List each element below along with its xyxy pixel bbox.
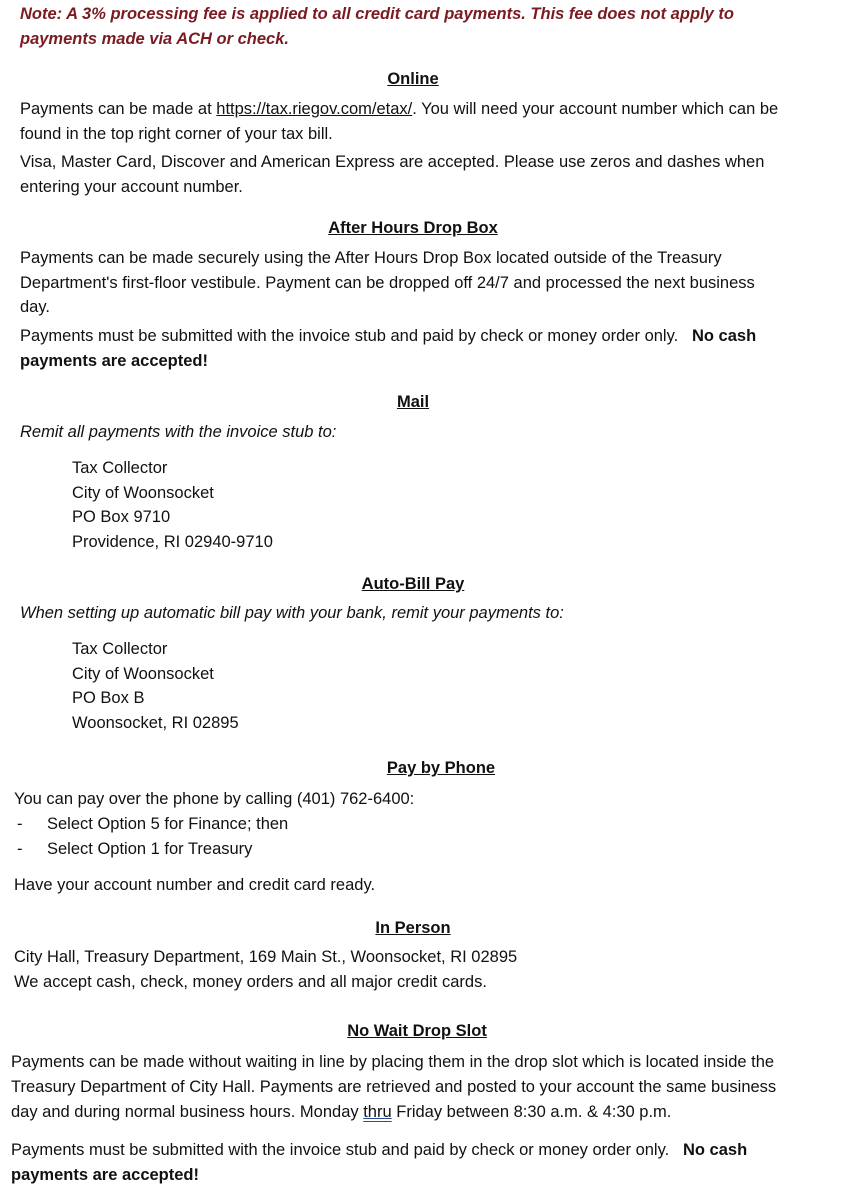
auto-bill-intro: When setting up automatic bill pay with your bank, remit your payments to: — [20, 604, 564, 622]
online-text-post: . You will need your account number which can be — [412, 100, 779, 118]
mail-address-line-3: PO Box 9710 — [72, 508, 171, 526]
auto-bill-address-line-2: City of Woonsocket — [72, 665, 214, 683]
bullet-dash: - — [17, 840, 23, 858]
drop-box-heading: After Hours Drop Box — [328, 219, 498, 237]
phone-option-2 — [17, 840, 252, 859]
drop-slot-paragraph-2-line-2: payments are accepted! — [11, 1166, 200, 1184]
fee-note-line-2: payments made via ACH or check. — [20, 30, 289, 48]
drop-box-paragraph-2-line-2: payments are accepted! — [20, 352, 209, 370]
drop-box-no-cash-warning: No cash — [691, 327, 757, 345]
phone-option-2-text: Select Option 1 for Treasury — [47, 840, 253, 858]
auto-bill-address-line-3: PO Box B — [72, 689, 145, 707]
mail-intro: Remit all payments with the invoice stub to: — [20, 423, 337, 441]
auto-bill-address-line-1: Tax Collector — [72, 640, 168, 658]
in-person-address: City Hall, Treasury Department, 169 Main St., Woonsocket, RI 02895 — [14, 948, 518, 966]
drop-box-paragraph-2-line-1 — [20, 327, 756, 346]
online-paragraph-2-line-2: entering your account number. — [20, 178, 243, 196]
drop-box-paragraph-1-line-2: Department's first-floor vestibule. Payment can be dropped off 24/7 and processed the next business — [20, 274, 755, 292]
fee-note-line-1: Note: A 3% processing fee is applied to all credit card payments. This fee does not apply to — [20, 5, 734, 23]
drop-slot-no-cash-warning: No cash — [682, 1141, 748, 1159]
phone-heading: Pay by Phone — [386, 759, 496, 777]
drop-box-paragraph-1-line-3: day. — [20, 298, 50, 316]
online-heading: Online — [387, 70, 439, 88]
drop-slot-hours-pre: day and during normal business hours. Monday — [11, 1103, 364, 1121]
mail-address-line-1: Tax Collector — [72, 459, 168, 477]
etax-link[interactable]: https://tax.riegov.com/etax/ — [216, 100, 413, 118]
auto-bill-heading: Auto-Bill Pay — [361, 575, 465, 593]
drop-slot-paragraph-2-line-1 — [11, 1141, 747, 1160]
online-paragraph-2-line-1: Visa, Master Card, Discover and American Express are accepted. Please use zeros and dashes when — [20, 153, 765, 171]
online-paragraph-1-line-2: found in the top right corner of your tax bill. — [20, 125, 333, 143]
drop-box-paragraph-1-line-1: Payments can be made securely using the After Hours Drop Box located outside of the Treasury — [20, 249, 722, 267]
drop-slot-hours-post: Friday between 8:30 a.m. & 4:30 p.m. — [391, 1103, 672, 1121]
bullet-dash: - — [17, 815, 23, 833]
phone-intro: You can pay over the phone by calling (401) 762-6400: — [14, 790, 415, 808]
online-paragraph-1-line-1 — [20, 100, 778, 119]
drop-slot-hours-thru: thru — [363, 1103, 392, 1121]
mail-address-line-4: Providence, RI 02940-9710 — [72, 533, 273, 551]
drop-slot-paragraph-1-line-3 — [11, 1103, 671, 1122]
in-person-accepted-payments: We accept cash, check, money orders and all major credit cards. — [14, 973, 487, 991]
phone-closing: Have your account number and credit card ready. — [14, 876, 376, 894]
in-person-heading: In Person — [375, 919, 451, 937]
drop-slot-paragraph-1-line-1: Payments can be made without waiting in line by placing them in the drop slot which is located inside the — [11, 1053, 775, 1071]
mail-heading: Mail — [396, 393, 430, 411]
online-text-pre: Payments can be made at — [20, 100, 217, 118]
mail-address-line-2: City of Woonsocket — [72, 484, 214, 502]
drop-slot-paragraph-2-text: Payments must be submitted with the invoice stub and paid by check or money order only. — [11, 1141, 670, 1159]
auto-bill-address-line-4: Woonsocket, RI 02895 — [72, 714, 239, 732]
drop-slot-paragraph-1-line-2: Treasury Department of City Hall. Payments are retrieved and posted to your account the same business — [11, 1078, 777, 1096]
phone-option-1 — [17, 815, 288, 834]
phone-option-1-text: Select Option 5 for Finance; then — [47, 815, 289, 833]
drop-slot-heading: No Wait Drop Slot — [347, 1022, 487, 1040]
drop-box-paragraph-2-text: Payments must be submitted with the invoice stub and paid by check or money order only. — [20, 327, 679, 345]
